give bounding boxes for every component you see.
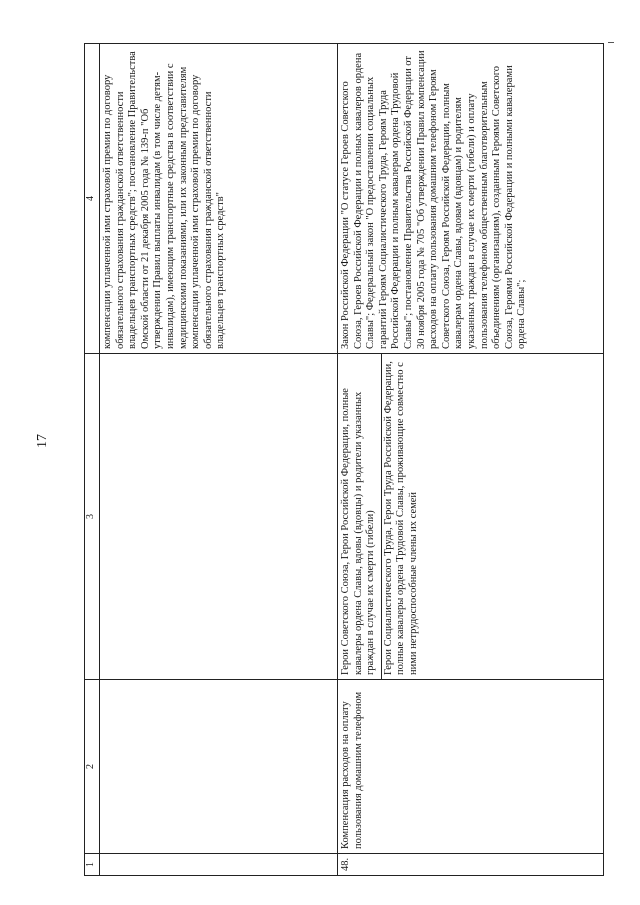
- cell-measure-name: Компенсация расходов на оплату пользования домашним телефоном: [338, 680, 604, 854]
- page-number: 17: [35, 434, 50, 448]
- recipients-group-1: Герои Советского Союза, Герои Российской Федерации, полные кавалеры ордена Славы, вдовы (вдовцы) и родители указанных граждан в случае их смерти (гибели): [340, 388, 377, 675]
- rotated-table-wrapper: [84, 44, 604, 876]
- recipients-divider: [381, 354, 382, 679]
- cell-laws: Закон Российской Федерации "О статусе Героев Советского Союза, Героев Российской Федерации и полных кавалеров ордена Славы"; Федеральный закон "О предоставлении социальных гарантий Героям Социалистического Труда, Героям Труда Российской Федерации и полным кавалерам ордена Трудовой Славы"; постановление Правительства Российской Федерации от 30 ноября 2005 года № 705 "Об утверждении Правил компенсации расходов на оплату пользования домашним телефоном Героям Советского Союза, Героям Российской Федерации, полным кавалерам ордена Славы, вдовам (вдовцам) и родителям указанных граждан в случае их смерти (гибели) и оплату пользования телефоном общественным благотворительным объединениям (организациям), созданным Героями Советского Союза, Героями Российской Федерации и полными кавалерами ордена Славы";: [338, 44, 604, 354]
- table-row-continued: [100, 44, 338, 876]
- header-col-4: 4: [85, 44, 100, 354]
- cell-number: 48.: [338, 854, 604, 876]
- cell-number-empty: [100, 854, 338, 876]
- cell-name-empty: [100, 680, 338, 854]
- header-col-2: 2: [85, 680, 100, 854]
- cell-recipients-empty: [100, 354, 338, 680]
- header-row: [85, 44, 100, 876]
- header-col-1: 1: [85, 854, 100, 876]
- cell-recipients: [338, 354, 604, 680]
- header-col-3: 3: [85, 354, 100, 680]
- margin-mark: [608, 42, 614, 43]
- recipients-group-2: Герои Социалистического Труда, Герои Труда Российской Федерации, полные кавалеры ордена Трудовой Славы, проживающие совместно с ними нетрудоспособные члены их семей: [382, 361, 419, 675]
- table-row-48: [338, 44, 604, 876]
- benefits-table: [84, 43, 604, 876]
- cell-laws-continued: компенсации уплаченной ими страховой премии по договору обязательного страхования гражданской ответственности владельцев транспортных средств"; постановление Правительства Омской области от 21 декабря 2005 года № 139-п "Об утверждении Правил выплаты инвалидам (в том числе детям-инвалидам), имеющим транспортные средства в соответствии с медицинскими показаниями, или их законным представителям компенсации уплаченной ими страховой премии по договору обязательного страхования гражданской ответственности владельцев транспортных средств": [100, 44, 338, 354]
